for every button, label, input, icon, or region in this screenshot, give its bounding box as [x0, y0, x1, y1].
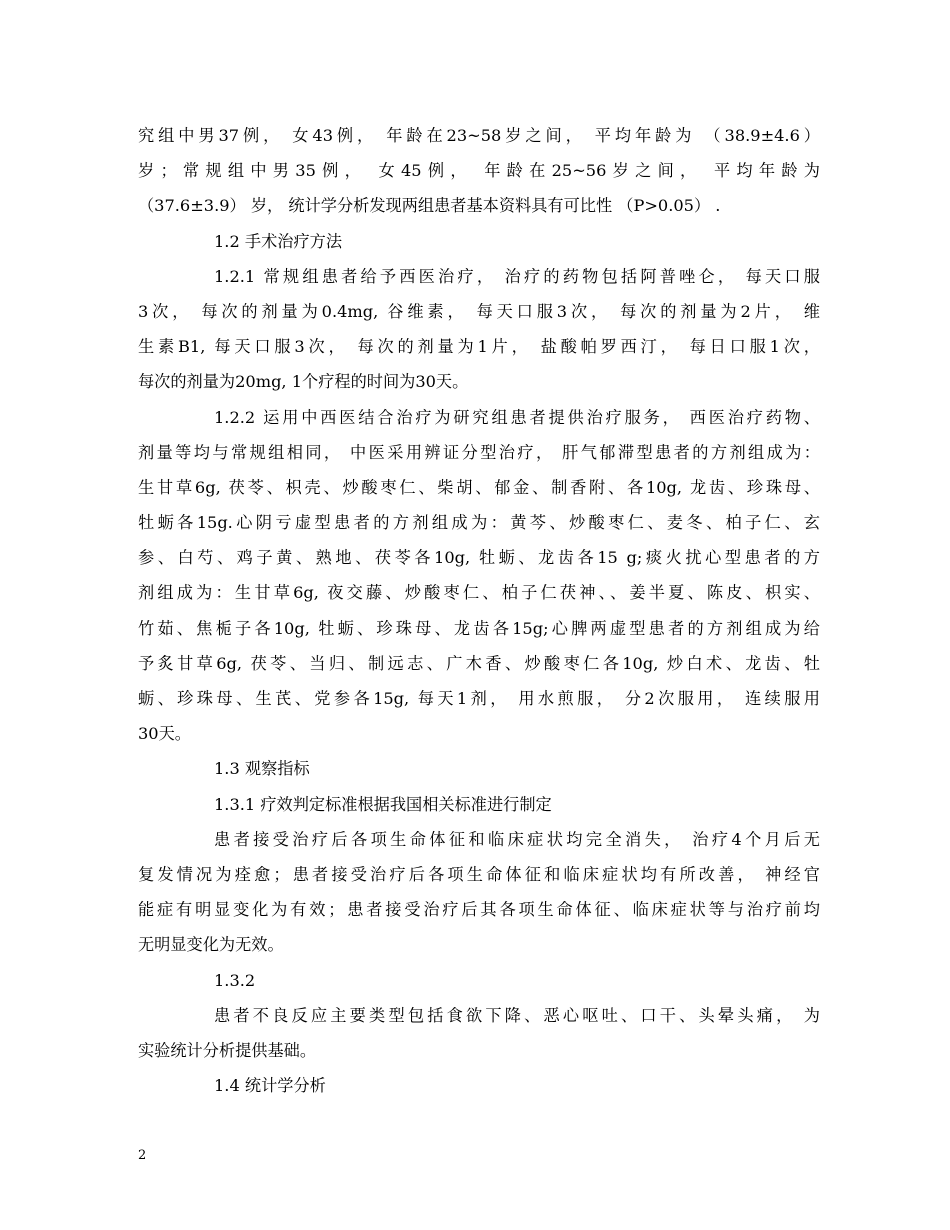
text-line: 予炙甘草6g, 茯苓、当归、制远志、广木香、炒酸枣仁各10g, 炒白术、龙齿、牡	[138, 653, 820, 673]
text-line: 剂组成为：生甘草6g, 夜交藤、炒酸枣仁、柏子仁茯神、、姜半夏、陈皮、枳实、	[138, 583, 820, 603]
text-line: 1.2.2 运用中西医结合治疗为研究组患者提供治疗服务， 西医治疗药物、	[214, 407, 820, 427]
page-number: 2	[138, 1148, 147, 1163]
text-line: 竹茹、焦栀子各10g, 牡蛎、珍珠母、龙齿各15g;心脾两虚型患者的方剂组成为给	[138, 618, 820, 638]
text-line: 患者接受治疗后各项生命体征和临床症状均完全消失， 治疗4个月后无	[214, 829, 820, 849]
text-line: 生素B1, 每天口服3次， 每次的剂量为1片， 盐酸帕罗西汀， 每日口服1次，	[138, 337, 820, 357]
text-line: 复发情况为痊愈；患者接受治疗后各项生命体征和临床症状均有所改善， 神经官	[138, 864, 820, 884]
text-line: 究组中男37例， 女43例， 年龄在23~58岁之间， 平均年龄为 （38.9±4.6）	[138, 126, 820, 145]
text-line: 无明显变化为无效。	[138, 935, 284, 955]
text-line: 能症有明显变化为有效；患者接受治疗后其各项生命体征、临床症状等与治疗前均	[138, 900, 820, 920]
text-line: 患者不良反应主要类型包括食欲下降、恶心呕吐、口干、头晕头痛， 为	[214, 1005, 820, 1025]
text-line: 1.2 手术治疗方法	[214, 231, 343, 251]
text-line: 岁；常规组中男35例， 女45例， 年龄在25~56岁之间， 平均年龄为	[138, 161, 820, 181]
body-text	[138, 118, 820, 1103]
text-line: 剂量等均与常规组相同， 中医采用辨证分型治疗， 肝气郁滞型患者的方剂组成为：	[138, 442, 820, 462]
text-line: 3次， 每次的剂量为0.4mg, 谷维素， 每天口服3次， 每次的剂量为2片， 维	[138, 301, 820, 321]
text-line: 1.4 统计学分析	[214, 1076, 326, 1096]
text-line: 每次的剂量为20mg, 1个疗程的时间为30天。	[138, 372, 469, 392]
text-line: （37.6±3.9） 岁， 统计学分析发现两组患者基本资料具有可比性 （P>0.05） .	[138, 196, 721, 216]
text-line: 实验统计分析提供基础。	[138, 1040, 317, 1060]
text-line: 蛎、珍珠母、生芪、党参各15g, 每天1剂， 用水煎服， 分2次服用， 连续服用	[138, 689, 820, 708]
text-line: 参、白芍、鸡子黄、熟地、茯苓各10g, 牡蛎、龙齿各15 g;痰火扰心型患者的方	[138, 548, 820, 568]
text-line: 1.3 观察指标	[214, 759, 310, 779]
text-line: 1.3.2	[214, 970, 256, 990]
text-line: 生甘草6g, 茯苓、枳壳、炒酸枣仁、柴胡、郁金、制香附、各10g, 龙齿、珍珠母、	[138, 477, 820, 497]
text-line: 1.3.1 疗效判定标准根据我国相关标准进行制定	[214, 794, 552, 814]
text-line: 牡蛎各15g.心阴亏虚型患者的方剂组成为：黄芩、炒酸枣仁、麦冬、柏子仁、玄	[138, 513, 820, 533]
text-line: 30天。	[138, 724, 191, 744]
text-line: 1.2.1 常规组患者给予西医治疗， 治疗的药物包括阿普唑仑， 每天口服	[214, 266, 820, 286]
